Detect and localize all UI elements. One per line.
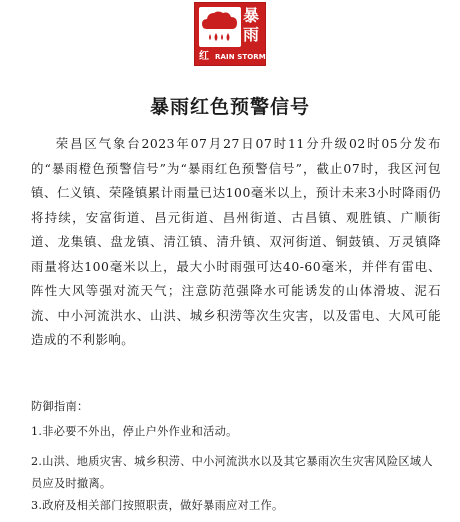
rainstorm-red-warning-logo: [194, 2, 266, 66]
page-title: 暴雨红色预警信号: [149, 96, 310, 118]
defense-guide-item: 2.山洪、地质灾害、城乡积涝、中小河流洪水以及其它暴雨次生灾害风险区域人员应及时撤离。: [31, 455, 433, 490]
rain-cloud-icon: [199, 7, 241, 47]
logo-level-char: 红: [199, 51, 209, 62]
logo-english-text: RAIN STORM: [215, 53, 266, 61]
warning-body-text: 荣昌区气象台2023年07月27日07时11分升级02时05分发布的“暴雨橙色预警信号”为“暴雨红色预警信号”，截止07时，我区河包镇、仁义镇、荣隆镇累计雨量已达100毫米以上，预计未来3小时降雨仍将持续，安富街道、昌元街道、昌州街道、古昌镇、观胜镇、广顺街道、龙集镇、盘龙镇、清江镇、清升镇、双河街道、铜鼓镇、万灵镇降雨量将达100毫米以上，最大小时雨强可达40-60毫米，并伴有雷电、阵性大风等强对流天气；注意防范强降水可能诱发的山体滑坡、泥石流、中小河流洪水、山洪、城乡积涝等次生灾害，以及雷电、大风可能造成的不利影响。: [31, 136, 441, 347]
defense-guide-item: 1.非必要不外出，停止户外作业和活动。: [31, 425, 238, 438]
logo-big-char: 暴雨: [242, 6, 259, 44]
defense-guide-title: 防御指南：: [31, 400, 89, 413]
defense-guide-item: 3.政府及相关部门按照职责，做好暴雨应对工作。: [31, 499, 284, 512]
